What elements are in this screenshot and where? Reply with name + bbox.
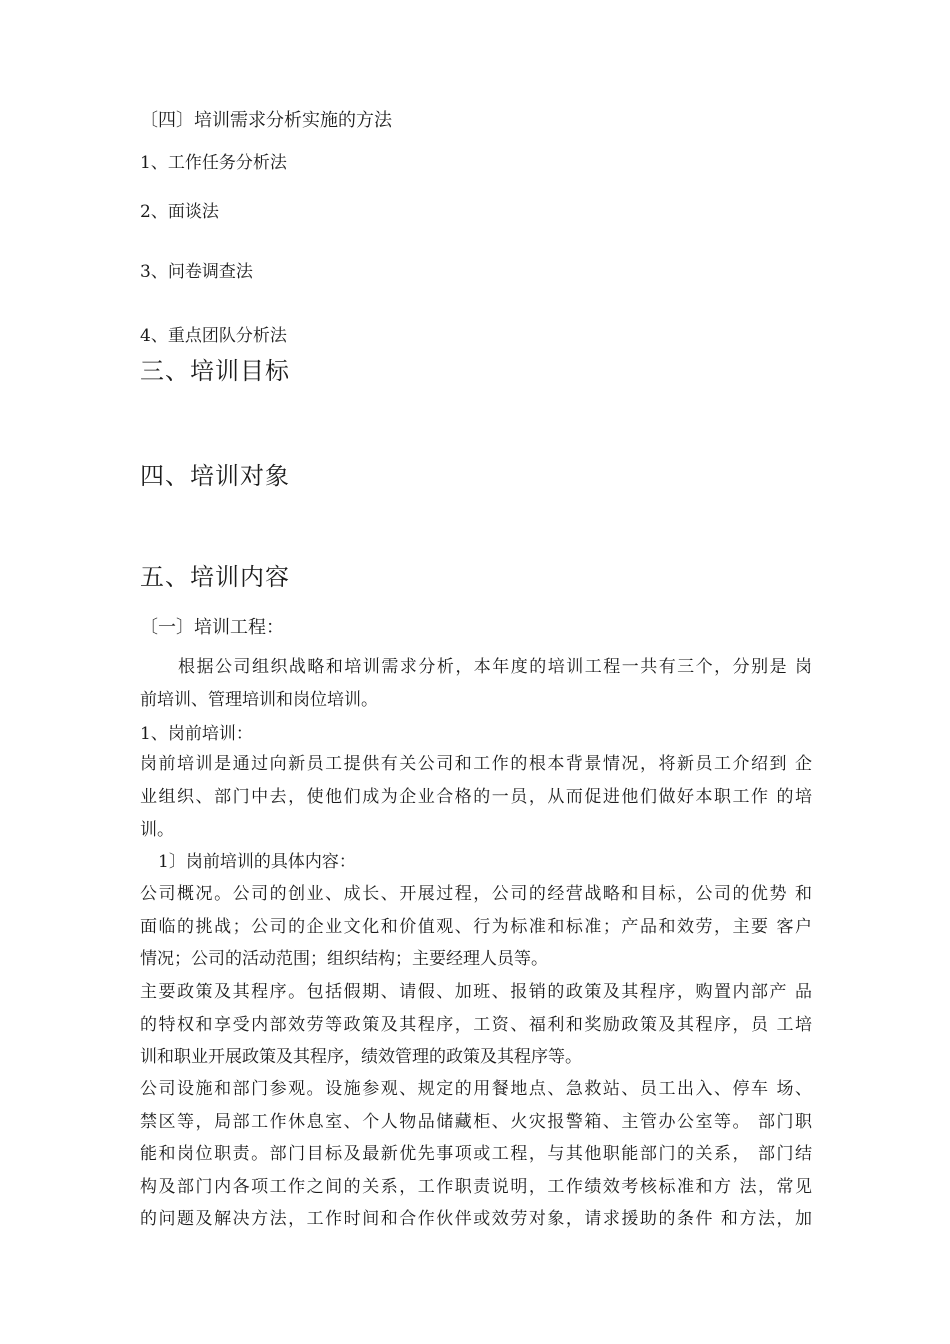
paragraph-line: 业组织、部门中去，使他们成为企业合格的一员，从而促进他们做好本职工作 的培 xyxy=(140,787,812,807)
paragraph-line: 主要政策及其程序。包括假期、请假、加班、报销的政策及其程序，购置内部产 品 xyxy=(140,982,812,1002)
paragraph-line: 岗前培训是通过向新员工提供有关公司和工作的根本背景情况，将新员工介绍到 企 xyxy=(140,754,812,774)
list-item-method-3: 3、问卷调查法 xyxy=(140,262,253,282)
paragraph-line: 训和职业开展政策及其程序，绩效管理的政策及其程序等。 xyxy=(140,1047,582,1067)
list-item-method-2: 2、面谈法 xyxy=(140,202,219,222)
subheading-4-methods: 〔四〕培训需求分析实施的方法 xyxy=(140,110,392,131)
paragraph-line: 根据公司组织战略和培训需求分析，本年度的培训工程一共有三个，分别是 岗 xyxy=(178,657,812,677)
list-item-method-1: 1、工作任务分析法 xyxy=(140,153,287,173)
paragraph-line: 的问题及解决方法，工作时间和合作伙伴或效劳对象，请求援助的条件 和方法，加 xyxy=(140,1209,812,1229)
paragraph-line: 构及部门内各项工作之间的关系，工作职责说明，工作绩效考核标准和方 法，常见 xyxy=(140,1177,812,1197)
subheading-pre-job-content: 1〕岗前培训的具体内容： xyxy=(158,852,356,872)
paragraph-line: 前培训、管理培训和岗位培训。 xyxy=(140,690,378,710)
paragraph-line: 情况；公司的活动范围；组织结构；主要经理人员等。 xyxy=(140,949,548,969)
paragraph-line: 面临的挑战；公司的企业文化和价值观、行为标准和标准；产品和效劳，主要 客户 xyxy=(140,917,812,937)
list-item-method-4: 4、重点团队分析法 xyxy=(140,326,287,346)
subheading-training-projects: 〔一〕培训工程： xyxy=(140,617,284,638)
paragraph-line: 公司概况。公司的创业、成长、开展过程，公司的经营战略和目标，公司的优势 和 xyxy=(140,884,812,904)
heading-training-targets: 四、培训对象 xyxy=(140,462,290,490)
paragraph-line: 公司设施和部门参观。设施参观、规定的用餐地点、急救站、员工出入、停车 场、 xyxy=(140,1079,812,1099)
heading-training-content: 五、培训内容 xyxy=(140,563,290,591)
paragraph-line: 的特权和享受内部效劳等政策及其程序，工资、福利和奖励政策及其程序，员 工培 xyxy=(140,1015,812,1035)
subheading-pre-job-training: 1、岗前培训： xyxy=(140,724,253,744)
paragraph-line: 能和岗位职责。部门目标及最新优先事项或工程，与其他职能部门的关系， 部门结 xyxy=(140,1144,812,1164)
paragraph-line: 禁区等，局部工作休息室、个人物品储藏柜、火灾报警箱、主管办公室等。 部门职 xyxy=(140,1112,812,1132)
heading-training-goals: 三、培训目标 xyxy=(140,357,290,385)
paragraph-line: 训。 xyxy=(140,820,174,840)
